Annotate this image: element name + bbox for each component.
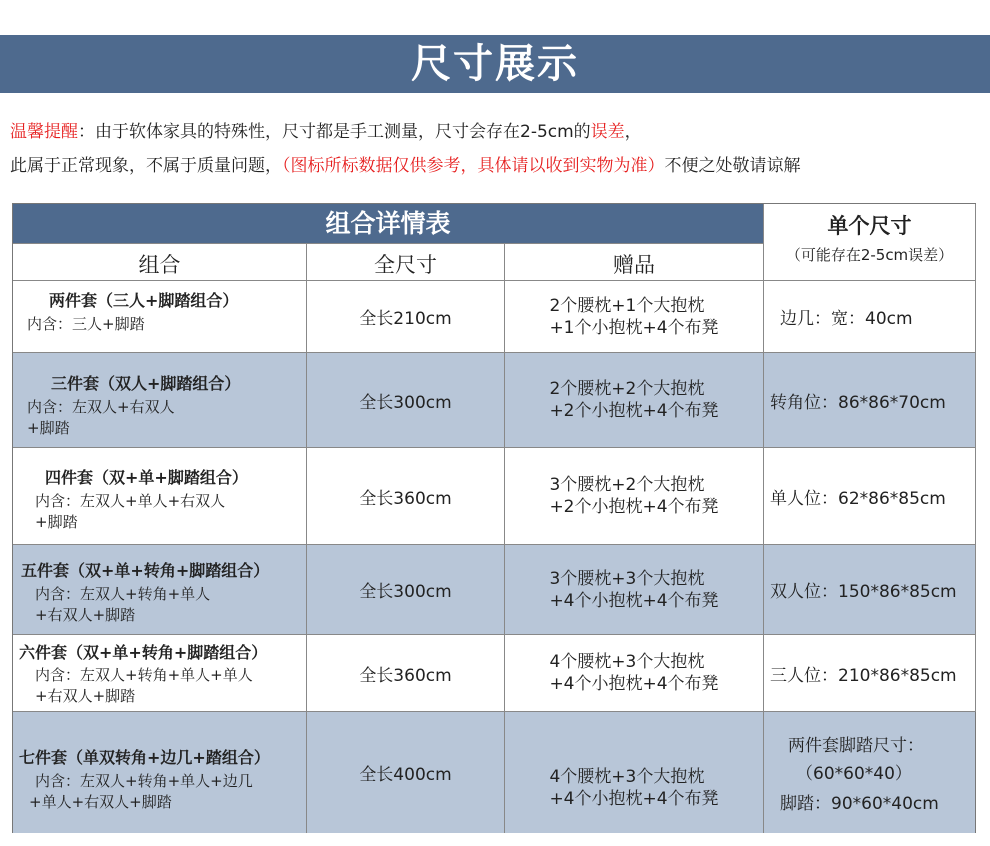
gift-cell [505,712,764,833]
gift-line-1: 4个腰枕+3个大抱枕 [549,652,705,672]
full-size-cell: 全长360cm [307,635,505,712]
combo-content-cont: +单人+右双人+脚踏 [29,793,172,811]
combo-cell [13,635,307,712]
single-size-cell: 转角位：86*86*70cm [764,353,976,448]
header-combo: 组合 [13,244,307,281]
combo-cell [13,281,307,353]
single-size-subtitle: （可能存在2-5cm误差） [785,246,954,264]
combo-content: 内含：左双人+右双人 [27,398,175,416]
combo-content-cont: +脚踏 [35,513,78,531]
gift-cell [505,448,764,545]
gift-line-2: +1个小抱枕+4个布凳 [549,317,719,338]
notice-text-1: ：由于软体家具的特殊性，尺寸都是手工测量，尺寸会存在2-5cm的 [78,122,591,142]
notice-line-2 [10,151,801,176]
gift-cell [505,353,764,448]
notice-suffix-2: 不便之处敬请谅解 [664,156,801,176]
footstool-size: 脚踏：90*60*40cm [780,794,939,814]
gift-cell [505,545,764,635]
combo-cell [13,545,307,635]
combo-cell [13,353,307,448]
single-size-cell: 三人位：210*86*85cm [764,635,976,712]
combo-content-cont: +右双人+脚踏 [35,606,136,624]
combo-name: 三件套（双人+脚踏组合） [51,374,241,393]
single-size-cell: 单人位：62*86*85cm [764,448,976,545]
page-banner-title: 尺寸展示 [0,35,990,93]
combo-content: 内含：左双人+单人+右双人 [35,492,226,510]
header-single-size [764,204,976,281]
gift-cell [505,281,764,353]
combo-content: 内含：左双人+转角+单人 [35,585,211,603]
full-size-cell: 全长300cm [307,545,505,635]
notice-text-2: 此属于正常现象，不属于质量问题， [10,156,282,176]
gift-line-2: +2个小抱枕+4个布凳 [549,497,719,517]
single-size-cell [764,712,976,833]
gift-line-1: 3个腰枕+2个大抱枕 [549,475,705,495]
header-full-size: 全尺寸 [307,244,505,281]
combo-content: 内含：左双人+转角+单人+边几 [35,772,253,790]
gift-line-2: +4个小抱枕+4个布凳 [549,674,719,694]
combo-content: 内含：三人+脚踏 [27,315,145,333]
single-size-cell: 双人位：150*86*85cm [764,545,976,635]
combo-name: 两件套（三人+脚踏组合） [49,291,239,310]
full-size-cell: 全长210cm [307,281,505,353]
gift-line-1: 2个腰枕+1个大抱枕 [549,295,705,316]
combo-cell [13,448,307,545]
notice-emphasis-1: 误差 [590,122,625,142]
notice-label: 温馨提醒 [10,122,78,142]
full-size-cell: 全长400cm [307,712,505,833]
notice-line-1 [10,117,642,142]
combo-content-cont: +右双人+脚踏 [35,687,136,705]
single-size-cell: 边几：宽：40cm [764,281,976,353]
combo-name: 七件套（单双转角+边几+踏组合） [19,748,270,767]
combo-detail-table [12,203,976,833]
combo-name: 六件套（双+单+转角+脚踏组合） [19,643,268,662]
gift-cell [505,635,764,712]
notice-suffix-1: ， [624,122,642,142]
notice-emphasis-2: （图标所标数据仅供参考，具体请以收到实物为准） [282,156,665,176]
combo-content: 内含：左双人+转角+单人+单人 [35,666,253,684]
combo-content-cont: +脚踏 [27,419,70,437]
header-gift: 赠品 [505,244,764,281]
combo-name: 五件套（双+单+转角+脚踏组合） [21,561,270,580]
gift-line-2: +4个小抱枕+4个布凳 [549,590,719,611]
combo-name: 四件套（双+单+脚踏组合） [45,468,248,487]
footstool-size-label: 两件套脚踏尺寸： [788,736,924,756]
gift-line-2: +4个小抱枕+4个布凳 [549,788,719,809]
footstool-size-value: （60*60*40） [796,764,912,784]
gift-line-2: +2个小抱枕+4个布凳 [549,401,719,421]
gift-line-1: 2个腰枕+2个大抱枕 [549,379,705,399]
single-size-title: 单个尺寸 [827,214,912,238]
table-title: 组合详情表 [13,204,764,244]
gift-line-1: 3个腰枕+3个大抱枕 [549,568,705,589]
combo-cell [13,712,307,833]
gift-line-1: 4个腰枕+3个大抱枕 [549,766,705,787]
full-size-cell: 全长300cm [307,353,505,448]
full-size-cell: 全长360cm [307,448,505,545]
